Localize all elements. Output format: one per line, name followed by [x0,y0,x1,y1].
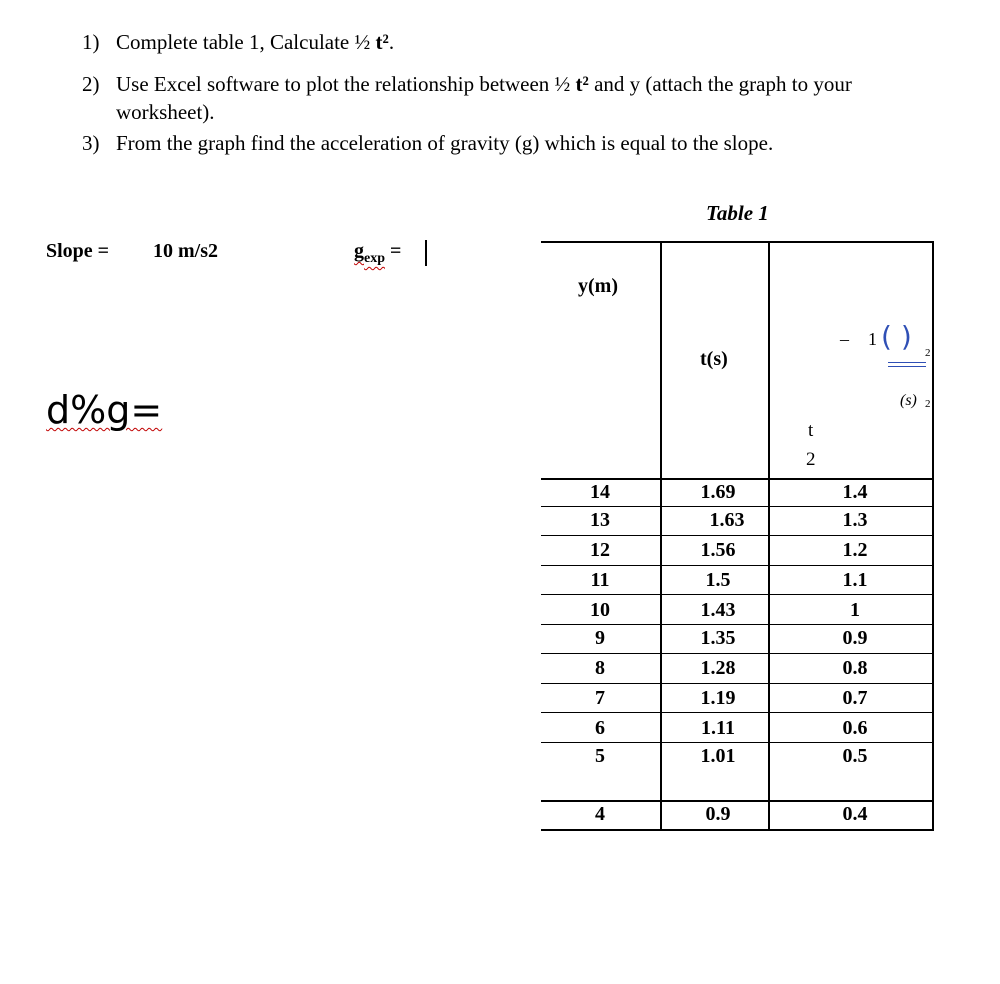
cell-t: 1.5 [705,569,731,591]
cell-half-t2: 1 [850,599,860,621]
row-sep [541,565,934,566]
cell-y: 14 [590,481,610,503]
cell-t: 1.01 [700,745,736,767]
cell-half-t2: 1.4 [842,481,868,503]
cell-y: 11 [590,569,610,591]
cell-y: 13 [590,509,610,531]
row-sep [541,683,934,684]
row-sep [541,742,934,743]
cell-half-t2: 0.8 [842,657,868,679]
cell-t: 1.11 [701,717,735,739]
cell-half-t2: 0.4 [842,803,868,825]
row-sep [541,594,934,595]
header-y: y(m) [578,275,618,297]
cell-half-t2: 1.2 [842,539,868,561]
row-sep [541,712,934,713]
percent-error-label[interactable]: d%g= [46,388,163,432]
table-top-border [541,241,934,243]
row-sep [541,653,934,654]
cell-half-t2: 0.6 [842,717,868,739]
cell-half-t2: 0.7 [842,687,868,709]
table-caption: Table 1 [706,201,769,225]
header-t: t(s) [700,348,728,370]
cell-t: 1.28 [700,657,736,679]
cell-t: 1.43 [700,599,736,621]
cell-half-t2: 0.5 [842,745,868,767]
instruction-1-text: Complete table 1, Calculate ½ t². [116,30,395,54]
header-half-sup: 2 [925,347,931,359]
instruction-2-text: Use Excel software to plot the relationship between ½ t² and y (attach the graph to your worksheet). [116,72,852,124]
cell-y: 10 [590,599,610,621]
cell-y: 8 [595,657,605,679]
table-bottom-border [541,829,934,831]
col-divider-2 [768,241,770,831]
header-fraction-line [888,366,926,367]
instruction-3-text: From the graph find the acceleration of gravity (g) which is equal to the slope. [116,131,774,155]
cell-t: 1.56 [700,539,736,561]
gexp-label: g [354,240,364,262]
slope-value: 10 m/s2 [153,240,218,262]
cell-half-t2: 1.3 [842,509,868,531]
header-half-s: (s) [900,392,917,409]
cell-y: 6 [595,717,605,739]
cell-t: 1.63 [709,509,745,531]
cell-t: 1.35 [700,627,736,649]
cell-half-t2: 1.1 [842,569,868,591]
table-right-border [932,241,934,831]
cell-y: 12 [590,539,610,561]
slope-label: Slope = [46,240,110,262]
header-half-two: 2 [806,449,816,470]
header-half-s2: 2 [925,398,931,410]
cell-y: 5 [595,745,605,767]
cell-half-t2: 0.9 [842,627,868,649]
row-sep [541,535,934,536]
cell-y: 7 [595,687,605,709]
text-cursor [425,240,427,266]
header-fraction-line [888,362,926,363]
instruction-3-number: 3) [82,131,100,155]
row-sep [541,624,934,625]
instruction-2-number: 2) [82,72,100,96]
instruction-1-number: 1) [82,30,100,54]
row-sep [541,506,934,507]
header-half-dash: – [840,329,849,349]
col-divider-1 [660,241,662,831]
cell-y: 4 [595,803,605,825]
gexp-equals: = [385,240,402,262]
header-half-t: t [808,420,814,441]
gexp-field[interactable] [354,240,401,267]
cell-t: 0.9 [705,803,731,825]
cell-t: 1.19 [700,687,736,709]
header-half-one: 1 [868,329,877,349]
cell-y: 9 [595,627,605,649]
cell-t: 1.69 [700,481,736,503]
gexp-subscript: exp [364,251,385,266]
header-half-paren: ( ) [881,320,912,353]
